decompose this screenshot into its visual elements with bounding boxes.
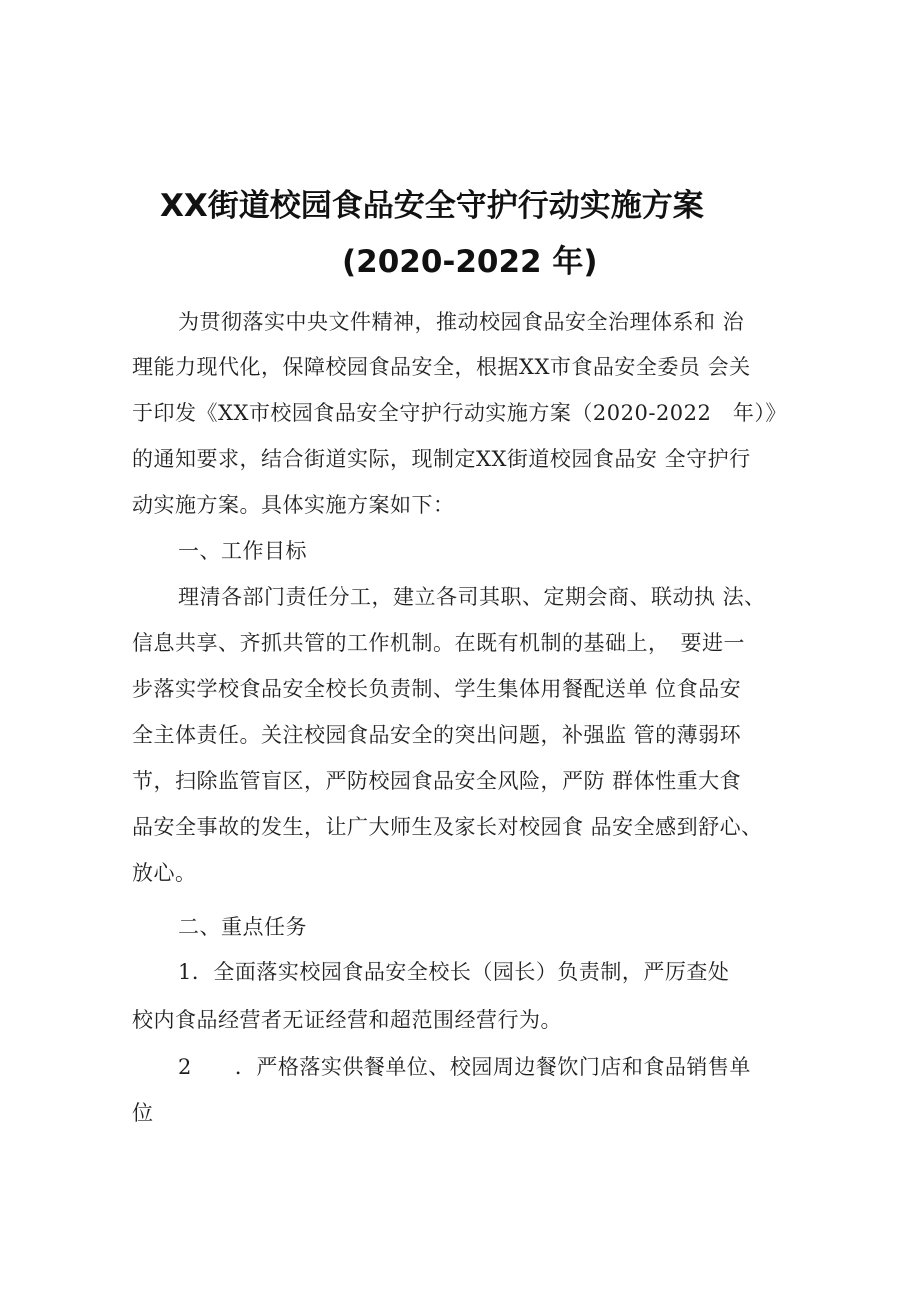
section1-line: 放心。	[132, 861, 197, 885]
intro-line: 为贯彻落实中央文件精神，推动校园食品安全治理体系和 治	[178, 310, 745, 334]
intro-line: 于印发《XX市校园食品安全守护行动实施方案（2020-2022 年）》	[132, 401, 787, 425]
intro-line: 动实施方案。具体实施方案如下：	[132, 493, 455, 517]
section-heading-tasks: 二、重点任务	[178, 915, 307, 939]
intro-line: 理能力现代化，保障校园食品安全，根据XX市食品安全委员 会关	[132, 355, 751, 379]
section1-line: 步落实学校食品安全校长负责制、学生集体用餐配送单 位食品安	[132, 677, 742, 701]
document-subtitle-years: (2020-2022 年)	[342, 244, 598, 280]
section1-line: 理清各部门责任分工，建立各司其职、定期会商、联动执 法、	[178, 585, 766, 609]
section-heading-goals: 一、工作目标	[178, 539, 307, 563]
section1-line: 信息共享、齐抓共管的工作机制。在既有机制的基础上， 要进一	[132, 631, 745, 655]
task-item-1-line: 1．全面落实校园食品安全校长（园长）负责制，严厉查处	[178, 960, 730, 984]
section1-line: 全主体责任。关注校园食品安全的突出问题，补强监 管的薄弱环	[132, 723, 742, 747]
task-item-1-line: 校内食品经营者无证经营和超范围经营行为。	[132, 1008, 562, 1032]
document-title: XX街道校园食品安全守护行动实施方案	[160, 188, 704, 224]
section1-line: 节，扫除监管盲区，严防校园食品安全风险，严防 群体性重大食	[132, 769, 742, 793]
intro-line: 的通知要求，结合街道实际，现制定XX街道校园食品安 全守护行	[132, 447, 751, 471]
section1-line: 品安全事故的发生，让广大师生及家长对校园食 品安全感到舒心、	[132, 815, 763, 839]
task-item-2-line: 位	[132, 1101, 154, 1125]
task-item-2-line: 2 ．严格落实供餐单位、校园周边餐饮门店和食品销售单	[178, 1055, 751, 1079]
